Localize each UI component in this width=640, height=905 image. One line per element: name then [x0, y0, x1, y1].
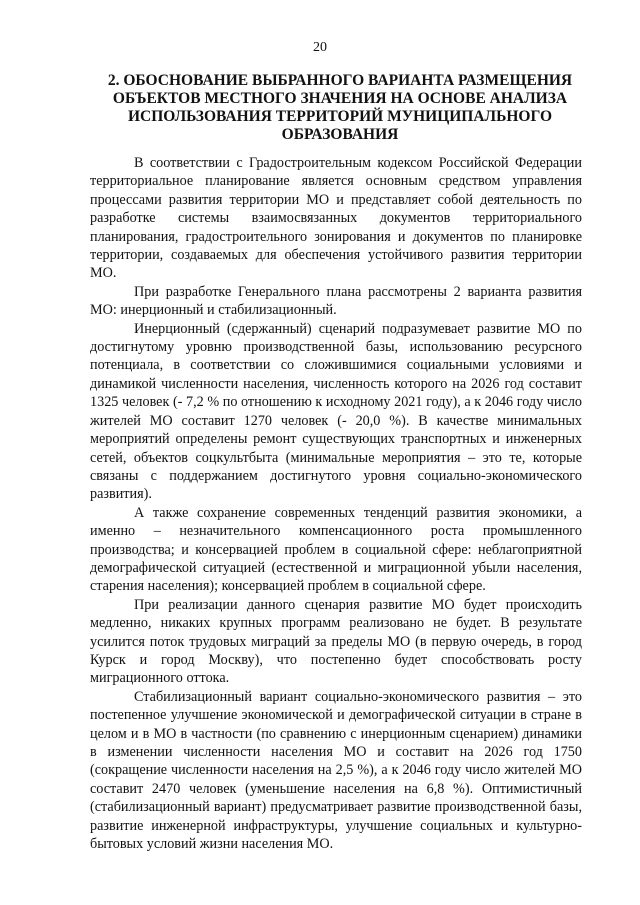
paragraph-scenario-consequences: При реализации данного сценария развитие МО будет происходить медленно, никаких крупных программ реализовано не будет. В результате усилится поток трудовых миграций за пределы МО (в первую очередь, в город Курск и город Москву), что постепенно будет способствовать росту миграционного оттока. [90, 596, 582, 687]
paragraph-inertial-scenario: Инерционный (сдержанный) сценарий подразумевает развитие МО по достигнутому уровню производственной базы, использованию ресурсного потенциала, в соответствии со сложившимися социальными условиями и динамикой численности населения, численность которого на 2026 год составит 1325 человек (- 7,2 % по отношению к исходному 2021 году), а к 2046 году число жителей МО составит 1270 человек (- 20,0 %). В качестве минимальных мероприятий определены ремонт существующих транспортных и инженерных сетей, объектов соцкультбыта (минимальные мероприятия – это те, которые связаны с поддержанием достигнутого уровня социально-экономического развития). [90, 320, 582, 503]
paragraph-stabilization-scenario: Стабилизационный вариант социально-экономического развития – это постепенное улучшение экономической и демографической ситуации в стране в целом и в МО в частности (по сравнению с инерционным сценарием) динамики в изменении численности населения МО и составит на 2026 год 1750 (сокращение численности населения на 2,5 %), а к 2046 году число жителей МО составит 2470 человек (уменьшение населения на 6,8 %). Оптимистичный (стабилизационный вариант) предусматривает развитие производственной базы, развитие инженерной инфраструктуры, улучшение социальных и культурно-бытовых условий жизни населения МО. [90, 688, 582, 853]
paragraph-economic-trends: А также сохранение современных тенденций развития экономики, а именно – незначительного компенсационного роста промышленного производства; и консервацией проблем в социальной сфере: неблагоприятной демографической ситуацией (естественной и миграционной убыли населения, старения населения); консервацией проблем в социальной сфере. [90, 504, 582, 595]
paragraph-variants: При разработке Генерального плана рассмотрены 2 варианта развития МО: инерционный и стабилизационный. [90, 283, 582, 319]
document-body [90, 154, 582, 853]
paragraph-legal-basis: В соответствии с Градостроительным кодексом Российской Федерации территориальное планирование является основным средством управления процессами развития территории МО и представляет собой деятельность по разработке системы взаимосвязанных документов территориального планирования, градостроительного зонирования и документов по планировке территории, создаваемых для обеспечения устойчивого развития территории МО. [90, 155, 582, 282]
page-number: 20 [313, 40, 327, 55]
section-heading: 2. ОБОСНОВАНИЕ ВЫБРАННОГО ВАРИАНТА РАЗМЕЩЕНИЯ ОБЪЕКТОВ МЕСТНОГО ЗНАЧЕНИЯ НА ОСНОВЕ АНАЛИЗА ИСПОЛЬЗОВАНИЯ ТЕРРИТОРИЙ МУНИЦИПАЛЬНОГО ОБРАЗОВАНИЯ [107, 72, 573, 143]
